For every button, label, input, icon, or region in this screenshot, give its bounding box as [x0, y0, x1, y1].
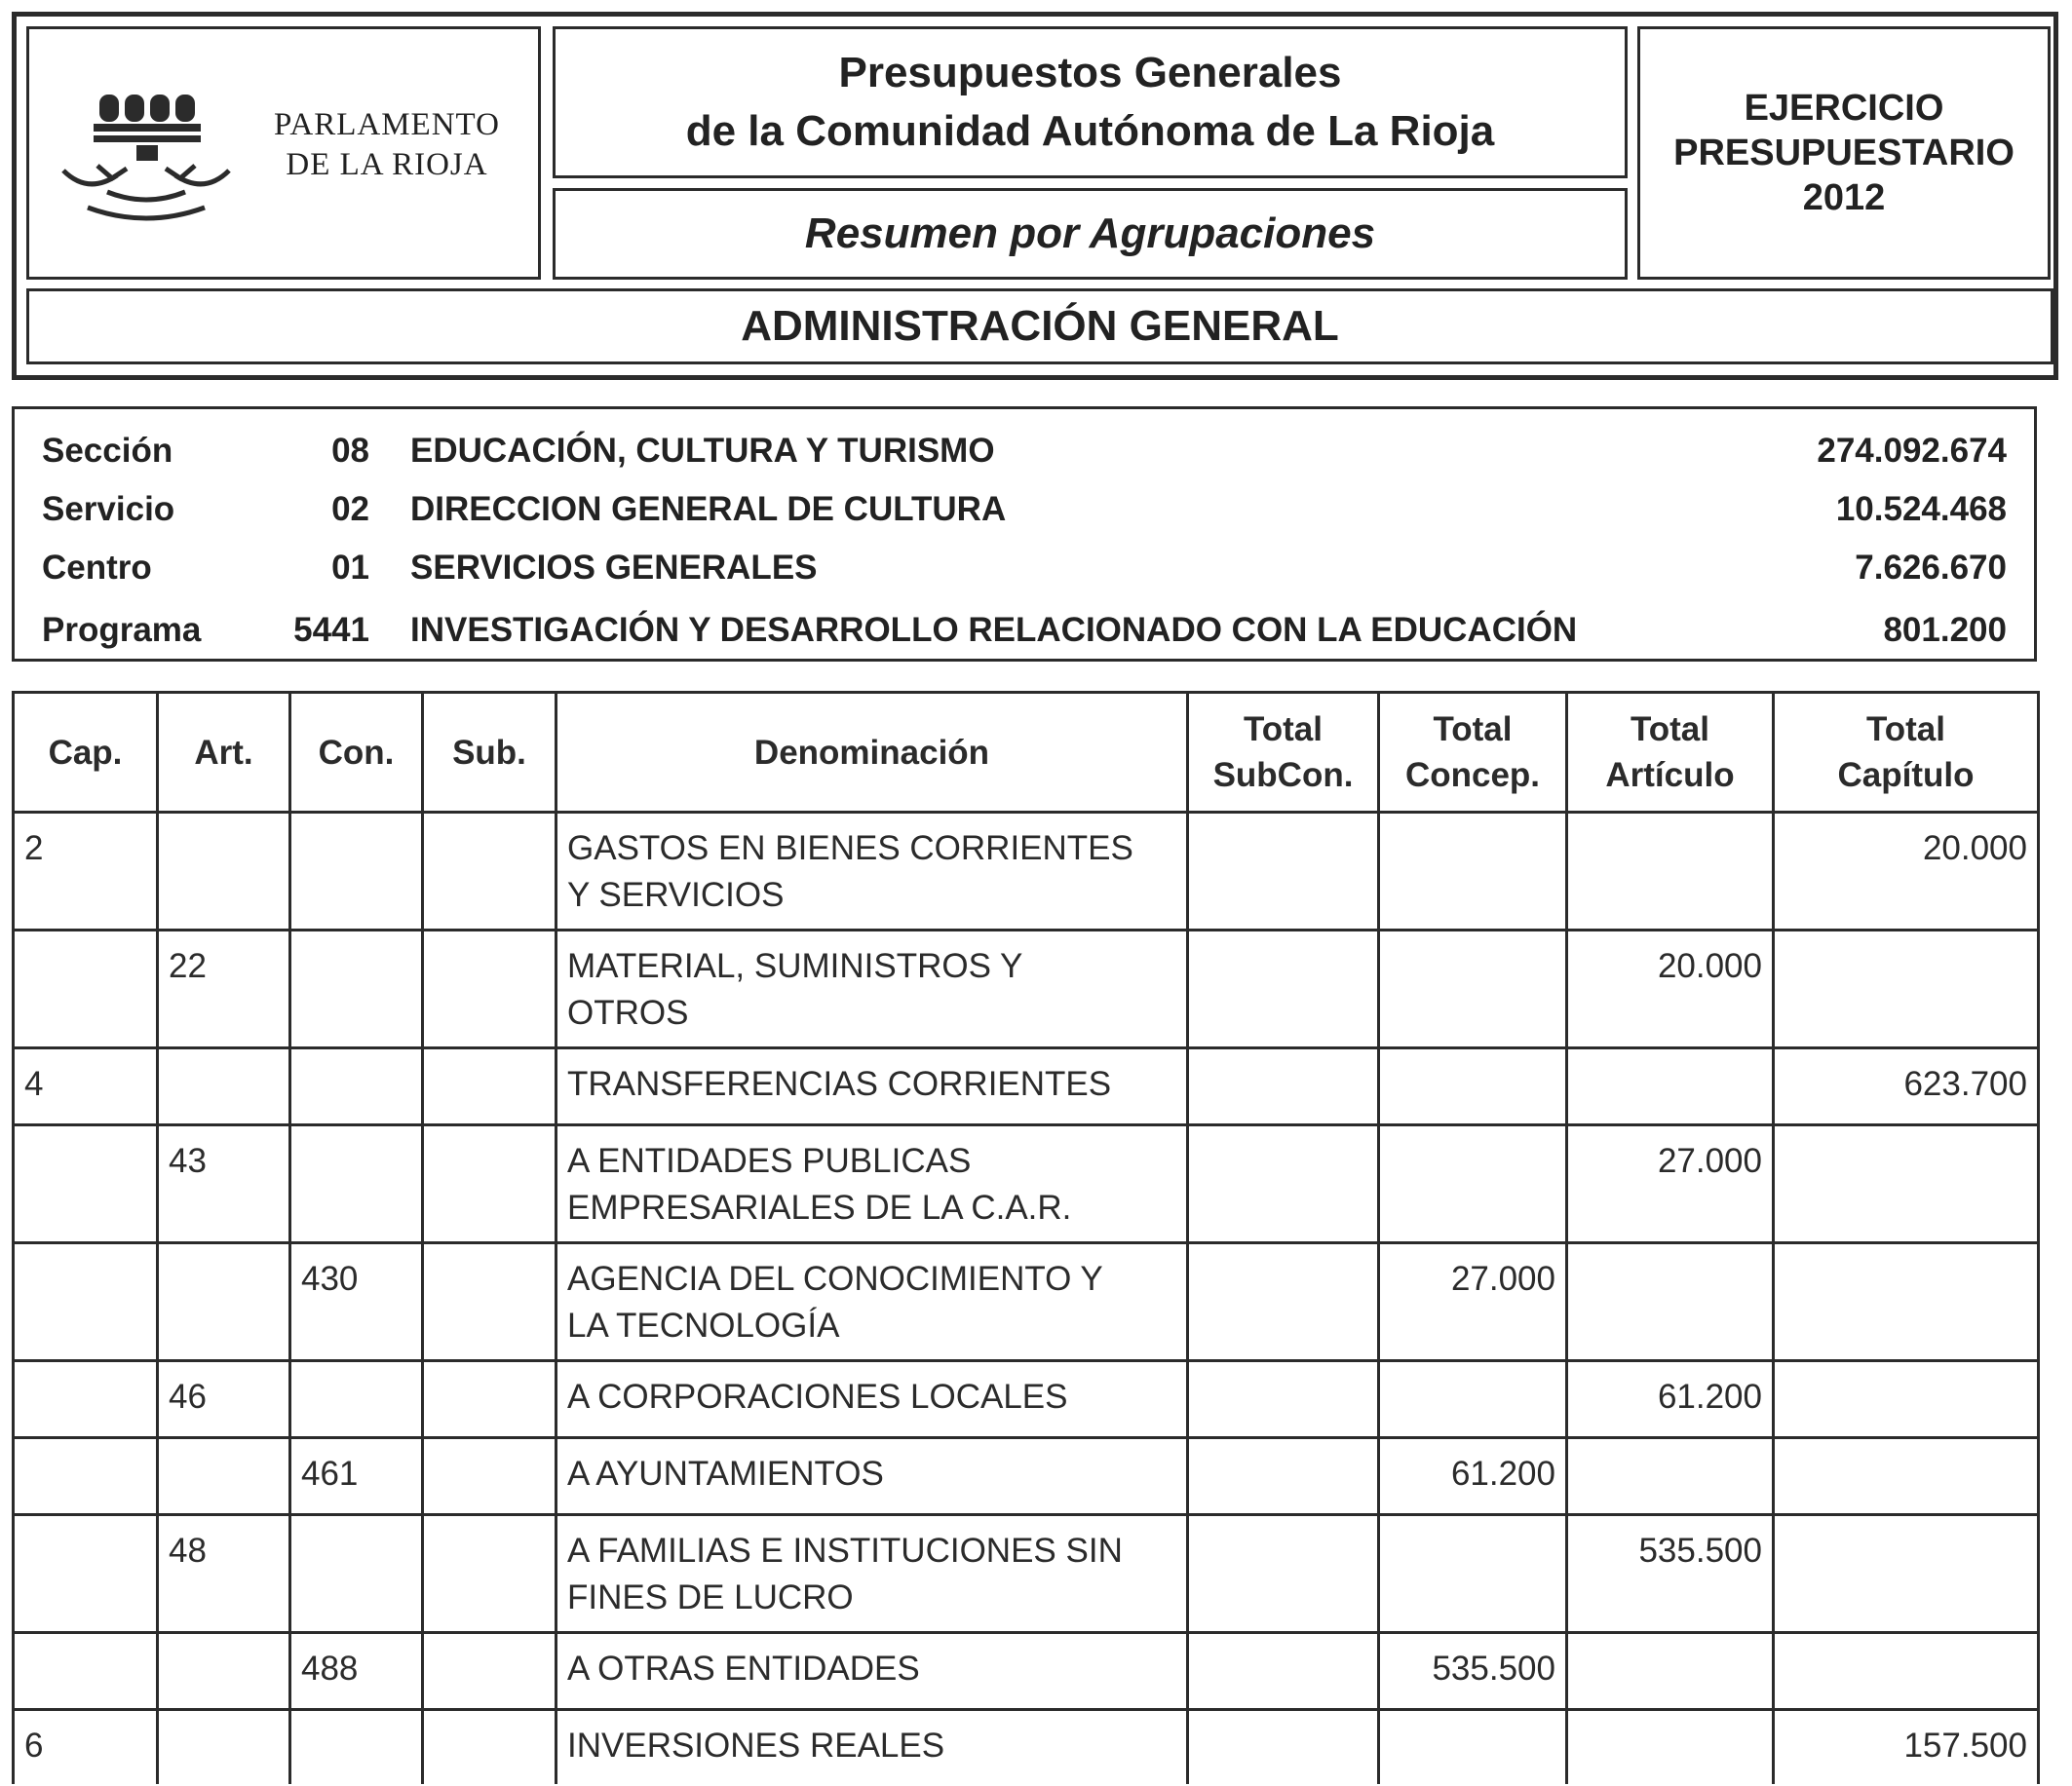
cell-denominacion — [556, 1048, 1188, 1125]
info-amount: 10.524.468 — [1835, 490, 2007, 528]
den-line: A CORPORACIONES LOCALES — [567, 1378, 1068, 1416]
den-line: A FAMILIAS E INSTITUCIONES SIN — [567, 1532, 1123, 1570]
administration-label: ADMINISTRACIÓN GENERAL — [741, 302, 1339, 350]
cell-total-subcon — [1188, 1710, 1379, 1784]
info-code: 01 — [331, 549, 369, 587]
cell-art — [158, 1710, 290, 1784]
col-header-total-capitulo — [1774, 693, 2039, 813]
document-subtitle — [553, 188, 1628, 280]
den-line: MATERIAL, SUMINISTROS Y — [567, 947, 1023, 985]
cell-art: 48 — [158, 1515, 290, 1633]
cell-sub — [423, 1048, 556, 1125]
col-header-total-concep — [1379, 693, 1567, 813]
title-line2: de la Comunidad Autónoma de La Rioja — [685, 107, 1495, 155]
info-row-servicio — [15, 485, 2034, 534]
info-label: Centro — [42, 549, 152, 587]
cell-con — [290, 1710, 423, 1784]
cell-sub — [423, 1243, 556, 1361]
cell-sub — [423, 1125, 556, 1243]
logo-panel — [26, 26, 541, 280]
den-line: AGENCIA DEL CONOCIMIENTO Y — [567, 1260, 1103, 1298]
header-line: SubCon. — [1212, 756, 1354, 794]
table-row — [14, 931, 2039, 1048]
cell-sub — [423, 1515, 556, 1633]
cell-cap — [14, 1515, 158, 1633]
cell-con — [290, 1361, 423, 1438]
info-name: INVESTIGACIÓN Y DESARROLLO RELACIONADO CON LA EDUCACIÓN — [410, 611, 1578, 649]
cell-total-subcon — [1188, 1438, 1379, 1515]
cell-con — [290, 1515, 423, 1633]
cell-con: 430 — [290, 1243, 423, 1361]
cell-total-concep — [1379, 1515, 1567, 1633]
cell-cap: 2 — [14, 813, 158, 931]
cell-total-subcon — [1188, 931, 1379, 1048]
table-header-row — [14, 693, 2039, 813]
info-label: Programa — [42, 611, 202, 649]
cell-total-articulo: 61.200 — [1567, 1361, 1774, 1438]
header-line: Artículo — [1605, 756, 1735, 794]
cell-cap — [14, 1438, 158, 1515]
cell-con: 461 — [290, 1438, 423, 1515]
cell-con — [290, 1048, 423, 1125]
ejercicio-line1: EJERCICIO — [1744, 88, 1944, 129]
cell-total-subcon — [1188, 1048, 1379, 1125]
header-line: Total — [1865, 710, 1945, 748]
cell-total-articulo: 20.000 — [1567, 931, 1774, 1048]
cell-total-concep — [1379, 1361, 1567, 1438]
cell-sub — [423, 1361, 556, 1438]
cell-total-capitulo — [1774, 1633, 2039, 1710]
cell-denominacion — [556, 1125, 1188, 1243]
info-label: Servicio — [42, 490, 175, 528]
cell-cap — [14, 931, 158, 1048]
cell-cap: 6 — [14, 1710, 158, 1784]
cell-total-concep: 27.000 — [1379, 1243, 1567, 1361]
cell-total-subcon — [1188, 1361, 1379, 1438]
cell-con — [290, 1125, 423, 1243]
budget-table — [12, 691, 2040, 1784]
info-row-centro — [15, 544, 2034, 592]
info-name: DIRECCION GENERAL DE CULTURA — [410, 490, 1007, 528]
header-line: Total — [1243, 710, 1323, 748]
cell-con — [290, 931, 423, 1048]
cell-art — [158, 1633, 290, 1710]
parliament-logo-icon — [58, 83, 234, 229]
cell-denominacion — [556, 1243, 1188, 1361]
info-amount: 274.092.674 — [1817, 432, 2007, 470]
table-row — [14, 1048, 2039, 1125]
administration-band — [26, 288, 2053, 364]
cell-art: 46 — [158, 1361, 290, 1438]
document-title — [553, 26, 1628, 178]
cell-total-capitulo: 623.700 — [1774, 1048, 2039, 1125]
cell-total-concep — [1379, 813, 1567, 931]
cell-total-concep — [1379, 931, 1567, 1048]
cell-total-subcon — [1188, 1125, 1379, 1243]
col-header-total-subcon — [1188, 693, 1379, 813]
col-header-art: Art. — [158, 693, 290, 813]
col-header-total-articulo — [1567, 693, 1774, 813]
header-line: Total — [1433, 710, 1513, 748]
fiscal-year: 2012 — [1802, 177, 1886, 218]
cell-art — [158, 1438, 290, 1515]
cell-cap — [14, 1243, 158, 1361]
cell-total-concep — [1379, 1710, 1567, 1784]
cell-total-articulo — [1567, 1243, 1774, 1361]
table-row — [14, 1125, 2039, 1243]
den-line: TRANSFERENCIAS CORRIENTES — [567, 1065, 1112, 1103]
cell-art — [158, 813, 290, 931]
cell-total-articulo: 535.500 — [1567, 1515, 1774, 1633]
cell-total-capitulo: 20.000 — [1774, 813, 2039, 931]
col-header-cap: Cap. — [14, 693, 158, 813]
info-amount: 801.200 — [1883, 611, 2007, 649]
cell-cap: 4 — [14, 1048, 158, 1125]
cell-total-subcon — [1188, 1515, 1379, 1633]
den-line: A AYUNTAMIENTOS — [567, 1455, 884, 1493]
cell-sub — [423, 813, 556, 931]
den-line: GASTOS EN BIENES CORRIENTES — [567, 829, 1133, 867]
cell-total-capitulo — [1774, 1361, 2039, 1438]
header-line: Concep. — [1404, 756, 1541, 794]
cell-denominacion — [556, 1710, 1188, 1784]
cell-sub — [423, 1633, 556, 1710]
cell-cap — [14, 1361, 158, 1438]
info-row-seccion — [15, 427, 2034, 475]
cell-denominacion — [556, 1515, 1188, 1633]
cell-total-articulo — [1567, 1048, 1774, 1125]
den-line: LA TECNOLOGÍA — [567, 1307, 840, 1345]
cell-denominacion — [556, 931, 1188, 1048]
header-line: Capítulo — [1837, 756, 1975, 794]
table-row — [14, 1361, 2039, 1438]
table-row — [14, 1633, 2039, 1710]
cell-denominacion — [556, 1633, 1188, 1710]
col-header-denominacion: Denominación — [556, 693, 1188, 813]
cell-sub — [423, 1710, 556, 1784]
cell-art: 22 — [158, 931, 290, 1048]
cell-total-concep: 61.200 — [1379, 1438, 1567, 1515]
cell-total-subcon — [1188, 1633, 1379, 1710]
den-line: FINES DE LUCRO — [567, 1578, 854, 1616]
cell-total-concep: 535.500 — [1379, 1633, 1567, 1710]
cell-total-capitulo: 157.500 — [1774, 1710, 2039, 1784]
table-row — [14, 1438, 2039, 1515]
cell-total-capitulo — [1774, 1243, 2039, 1361]
info-code: 02 — [331, 490, 369, 528]
cell-total-capitulo — [1774, 1515, 2039, 1633]
cell-total-subcon — [1188, 813, 1379, 931]
col-header-con: Con. — [290, 693, 423, 813]
info-code: 08 — [331, 432, 369, 470]
title-line1: Presupuestos Generales — [838, 49, 1342, 96]
cell-cap — [14, 1633, 158, 1710]
fiscal-year-panel — [1637, 26, 2051, 280]
den-line: Y SERVICIOS — [567, 876, 785, 914]
info-name: SERVICIOS GENERALES — [410, 549, 818, 587]
den-line: EMPRESARIALES DE LA C.A.R. — [567, 1189, 1072, 1227]
cell-sub — [423, 931, 556, 1048]
info-amount: 7.626.670 — [1855, 549, 2007, 587]
cell-total-capitulo — [1774, 1125, 2039, 1243]
info-label: Sección — [42, 432, 173, 470]
cell-con — [290, 813, 423, 931]
ejercicio-line2: PRESUPUESTARIO — [1673, 133, 2014, 173]
table-row — [14, 813, 2039, 931]
cell-denominacion — [556, 1438, 1188, 1515]
den-line: INVERSIONES REALES — [567, 1727, 945, 1765]
den-line: A ENTIDADES PUBLICAS — [567, 1142, 972, 1180]
info-code: 5441 — [293, 611, 369, 649]
info-row-programa — [15, 606, 2034, 655]
header-line: Total — [1630, 710, 1709, 748]
org-name-line2: DE LA RIOJA — [286, 147, 488, 182]
den-line: A OTRAS ENTIDADES — [567, 1650, 920, 1688]
cell-total-capitulo — [1774, 931, 2039, 1048]
cell-total-capitulo — [1774, 1438, 2039, 1515]
budget-info-panel — [12, 406, 2037, 662]
subtitle-text: Resumen por Agrupaciones — [804, 209, 1376, 257]
cell-total-articulo — [1567, 1710, 1774, 1784]
cell-art — [158, 1243, 290, 1361]
org-name-line1: PARLAMENTO — [274, 107, 500, 142]
den-line: OTROS — [567, 994, 689, 1032]
col-header-sub: Sub. — [423, 693, 556, 813]
cell-total-subcon — [1188, 1243, 1379, 1361]
cell-sub — [423, 1438, 556, 1515]
cell-denominacion — [556, 813, 1188, 931]
cell-art: 43 — [158, 1125, 290, 1243]
cell-cap — [14, 1125, 158, 1243]
cell-art — [158, 1048, 290, 1125]
cell-denominacion — [556, 1361, 1188, 1438]
table-row — [14, 1710, 2039, 1784]
cell-total-articulo: 27.000 — [1567, 1125, 1774, 1243]
table-row — [14, 1243, 2039, 1361]
cell-con: 488 — [290, 1633, 423, 1710]
cell-total-articulo — [1567, 1633, 1774, 1710]
table-row — [14, 1515, 2039, 1633]
org-name — [246, 105, 528, 185]
cell-total-articulo — [1567, 1438, 1774, 1515]
cell-total-concep — [1379, 1048, 1567, 1125]
cell-total-concep — [1379, 1125, 1567, 1243]
cell-total-articulo — [1567, 813, 1774, 931]
info-name: EDUCACIÓN, CULTURA Y TURISMO — [410, 432, 995, 470]
